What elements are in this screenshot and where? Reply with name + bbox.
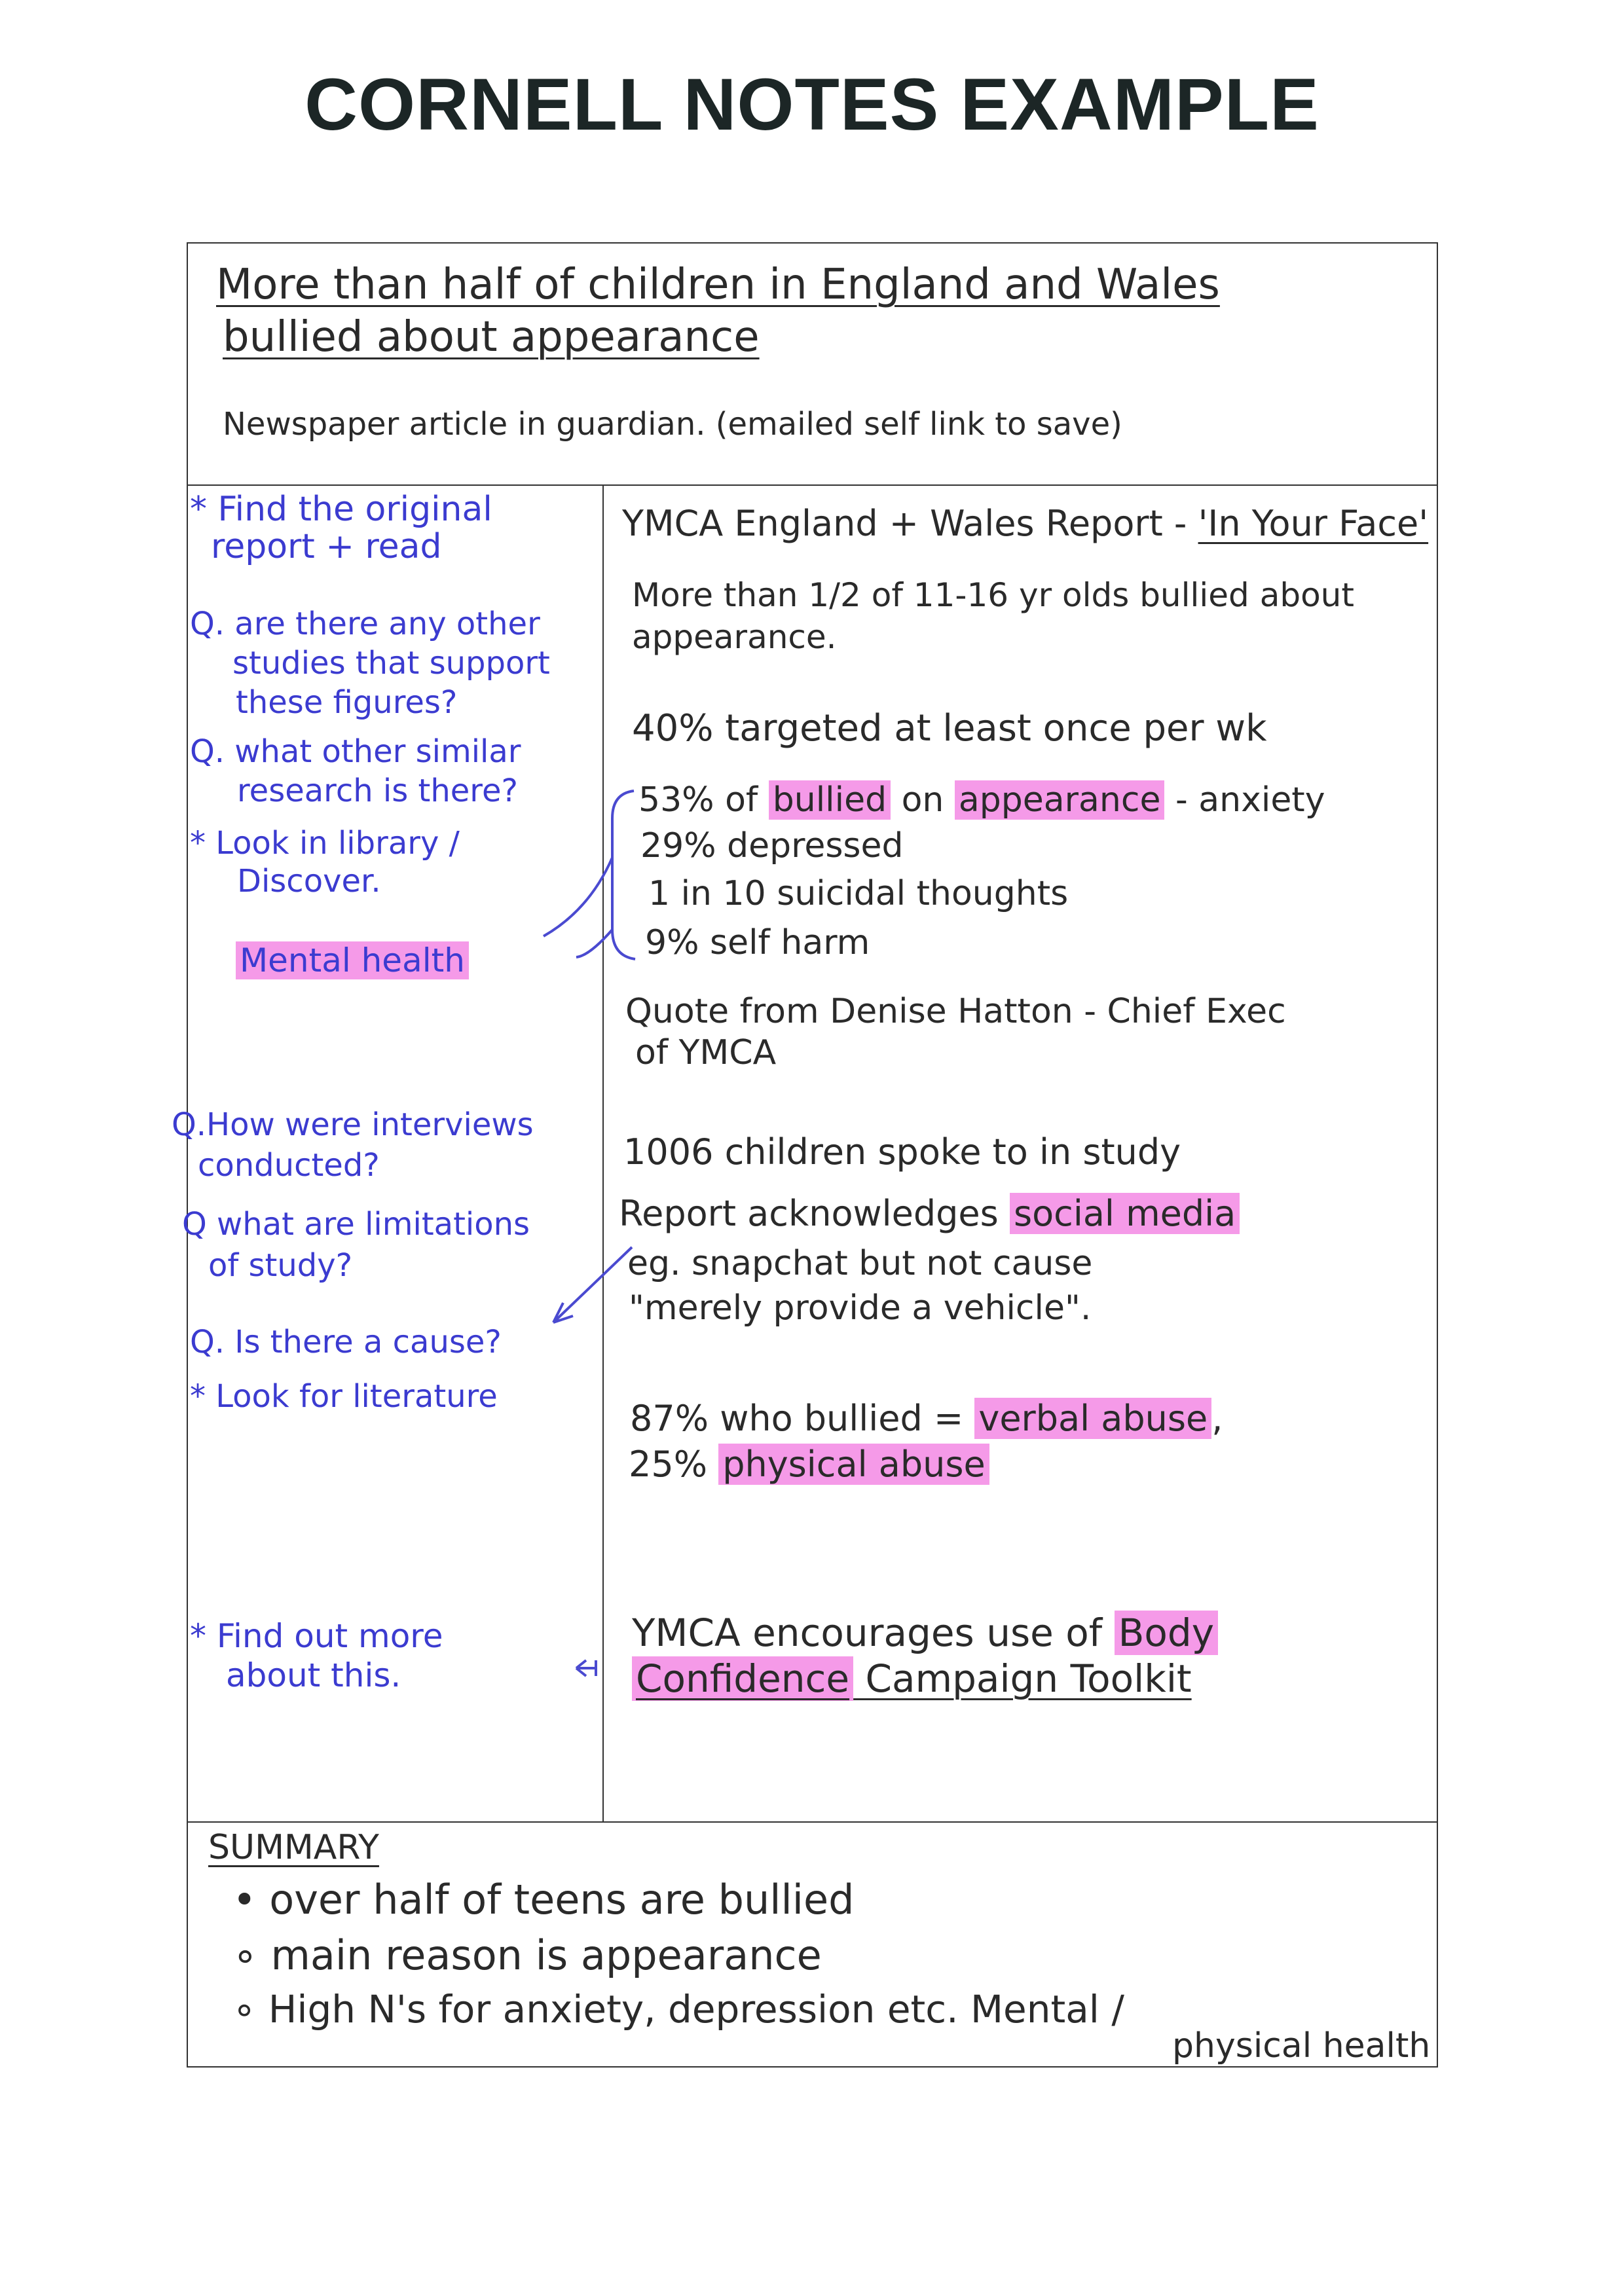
- summary-bullet-1: [232, 1876, 854, 1923]
- summary-bullet-2: [232, 1931, 822, 1979]
- note-physical-text: 25%: [629, 1444, 719, 1485]
- note-report-title: [622, 503, 1428, 544]
- note-quote-2: of YMCA: [635, 1033, 777, 1072]
- cue-similar-research-1: Q. what other similar: [190, 733, 521, 770]
- summary-bullet-dot-3: ∘: [232, 1987, 268, 2032]
- cue-library-2: Discover.: [237, 863, 381, 900]
- note-ack-text: Report acknowledges: [619, 1193, 1010, 1234]
- cue-find-report-1: * Find the original: [190, 490, 492, 529]
- note-stat-29: 29% depressed: [640, 826, 904, 866]
- note-report-name: 'In Your Face': [1198, 503, 1429, 544]
- cue-find-more-2: about this.: [226, 1656, 401, 1694]
- note-ack-1: [619, 1193, 1240, 1234]
- cue-find-more-1: * Find out more: [190, 1617, 443, 1655]
- cue-mental-health-tag: Mental health: [236, 941, 469, 979]
- summary-bullet-3: [232, 1987, 1124, 2032]
- page-title: CORNELL NOTES EXAMPLE: [304, 64, 1320, 145]
- note-ymca-toolkit: Campaign Toolkit: [853, 1656, 1192, 1701]
- note-stat-53-bullied: bullied: [769, 780, 891, 820]
- cue-find-report-2: report + read: [211, 527, 442, 566]
- note-ymca-body: Body: [1115, 1611, 1218, 1655]
- note-stat-10: 1 in 10 suicidal thoughts: [648, 874, 1069, 913]
- note-ymca-2: [632, 1656, 1192, 1701]
- cue-similar-research-2: research is there?: [237, 773, 518, 809]
- note-stat-53-anxiety: - anxiety: [1164, 780, 1325, 820]
- toolkit-arrow: [576, 1660, 596, 1676]
- note-children: 1006 children spoke to in study: [623, 1131, 1181, 1173]
- note-stat-53-on: on: [891, 780, 955, 820]
- note-half-2: appearance.: [632, 618, 837, 656]
- note-stat-53-appearance: appearance: [955, 780, 1165, 820]
- cue-limitations-2: of study?: [208, 1247, 353, 1284]
- cue-interviews-2: conducted?: [198, 1147, 380, 1184]
- note-report-title-text: YMCA England + Wales Report -: [622, 503, 1198, 544]
- summary-bullet-dot-1: •: [232, 1876, 270, 1923]
- cue-other-studies-3: these figures?: [236, 684, 458, 721]
- note-verbal: [630, 1398, 1223, 1439]
- note-physical-abuse: physical abuse: [718, 1444, 989, 1485]
- note-stat-53-a: 53% of: [638, 780, 769, 820]
- heading-line-1: More than half of children in England and Wales: [216, 261, 1220, 309]
- note-ack-social-media: social media: [1010, 1193, 1240, 1234]
- note-verbal-comma: ,: [1211, 1398, 1223, 1439]
- note-stat-9: 9% self harm: [645, 923, 870, 962]
- note-verbal-text: 87% who bullied =: [630, 1398, 975, 1439]
- summary-bullet-dot-2: ∘: [232, 1931, 271, 1979]
- cue-limitations-1: Q what are limitations: [182, 1206, 530, 1243]
- note-stat-53: [638, 780, 1325, 820]
- note-verbal-abuse: verbal abuse: [974, 1398, 1211, 1439]
- summary-tail: physical health: [1172, 2026, 1431, 2066]
- cue-interviews-1: Q.How were interviews: [172, 1106, 534, 1143]
- note-half-1: More than 1/2 of 11-16 yr olds bullied about: [632, 576, 1354, 614]
- bracket-connector: [544, 791, 635, 959]
- heading-line-2: bullied about appearance: [223, 313, 760, 361]
- cue-literature: * Look for literature: [190, 1378, 498, 1415]
- note-ymca-confidence: Confidence: [632, 1656, 853, 1701]
- note-ack-2: eg. snapchat but not cause: [627, 1244, 1093, 1283]
- source-note: Newspaper article in guardian. (emailed self link to save): [223, 406, 1122, 443]
- cue-other-studies-1: Q. are there any other: [190, 606, 540, 642]
- summary-bullet-text-1: over half of teens are bullied: [269, 1876, 855, 1923]
- cue-cause: Q. Is there a cause?: [190, 1324, 502, 1360]
- note-physical: [629, 1444, 989, 1485]
- summary-heading: SUMMARY: [208, 1828, 379, 1867]
- note-quote-1: Quote from Denise Hatton - Chief Exec: [625, 992, 1286, 1031]
- summary-bullet-text-2: main reason is appearance: [270, 1931, 822, 1979]
- cue-other-studies-2: studies that support: [232, 645, 550, 682]
- note-ymca-1: [632, 1611, 1218, 1655]
- summary-bullet-text-3: High N's for anxiety, depression etc. Mental /: [268, 1987, 1124, 2032]
- note-ymca-text: YMCA encourages use of: [632, 1611, 1115, 1655]
- note-weekly: 40% targeted at least once per wk: [632, 707, 1267, 750]
- cause-arrow: [553, 1247, 632, 1322]
- cue-library-1: * Look in library /: [190, 825, 460, 862]
- note-ack-3: "merely provide a vehicle".: [629, 1288, 1092, 1328]
